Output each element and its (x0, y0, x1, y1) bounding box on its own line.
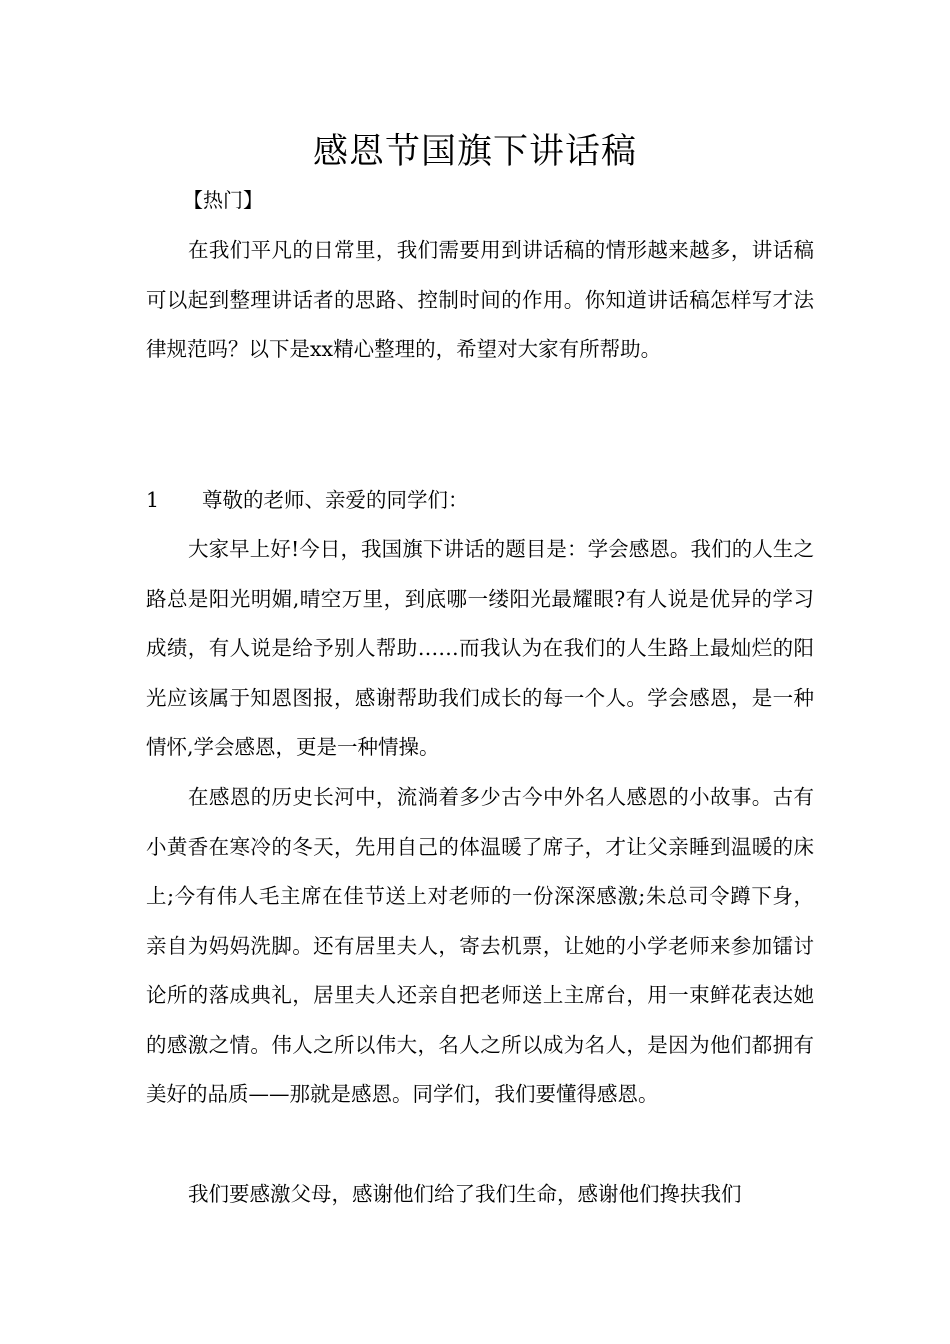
salutation-text: 尊敬的老师、亲爱的同学们： (202, 488, 469, 512)
body-paragraph: 在感恩的历史长河中，流淌着多少古今中外名人感恩的小故事。古有小黄香在寒冷的冬天，先用自己的体温暖了席子，才让父亲睡到温暖的床上;今有伟人毛主席在佳节送上对老师的一份深深感激;朱总司令蹲下身，亲自为妈妈洗脚。还有居里夫人，寄去机票，让她的小学老师来参加镭讨论所的落成典礼，居里夫人还亲自把老师送上主席台，用一束鲜花表达她的感激之情。伟人之所以伟大，名人之所以成为名人，是因为他们都拥有美好的品质——那就是感恩。同学们，我们要懂得感恩。 (146, 785, 814, 1106)
section-number: 1 (146, 488, 160, 512)
body-paragraph: 大家早上好!今日，我国旗下讲话的题目是：学会感恩。我们的人生之路总是阳光明媚,晴空万里，到底哪一缕阳光最耀眼?有人说是优异的学习成绩，有人说是给予别人帮助……而我认为在我们的人生路上最灿烂的阳光应该属于知恩图报，感谢帮助我们成长的每一个人。学会感恩，是一种情怀,学会感恩，更是一种情操。 (146, 537, 814, 759)
body-paragraph: 我们要感激父母，感谢他们给了我们生命，感谢他们搀扶我们 (188, 1182, 742, 1206)
document-title: 感恩节国旗下讲话稿 (312, 132, 637, 172)
hot-tag: 【热门】 (183, 188, 263, 212)
salutation-line (146, 476, 814, 526)
intro-paragraph: 在我们平凡的日常里，我们需要用到讲话稿的情形越来越多，讲话稿可以起到整理讲话者的思路、控制时间的作用。你知道讲话稿怎样写才法律规范吗？以下是xx精心整理的，希望对大家有所帮助。 (146, 238, 814, 361)
